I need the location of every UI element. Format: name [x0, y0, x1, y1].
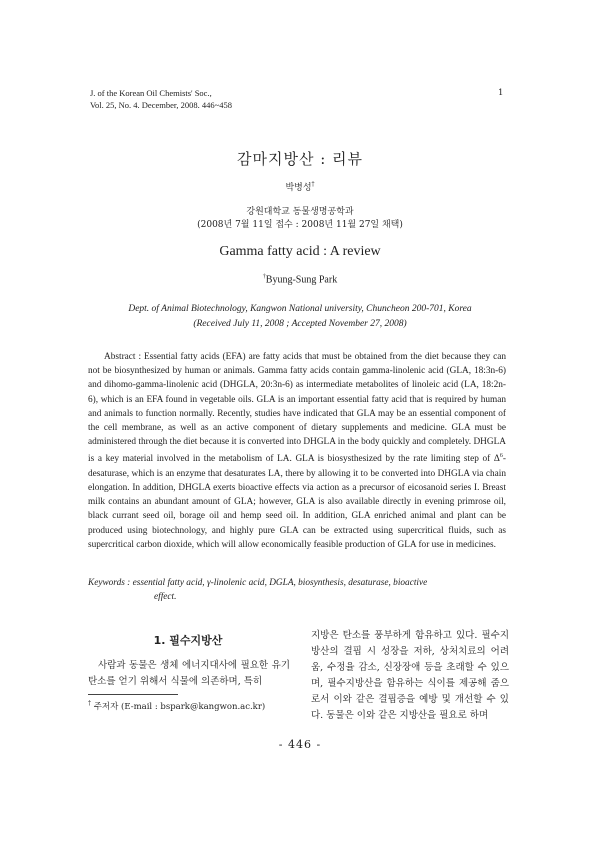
journal-name: J. of the Korean Oil Chemists' Soc., — [90, 88, 212, 98]
footnote — [88, 700, 265, 712]
author-english-line — [0, 274, 600, 285]
footnote-text: 주저자 (E-mail : bspark@kangwon.ac.kr) — [93, 702, 266, 712]
author-mark: † — [311, 181, 315, 188]
keywords-line-1 — [88, 576, 506, 590]
delta-superscript: 6 — [499, 453, 503, 460]
paper-title-english: Gamma fatty acid : A review — [219, 244, 381, 259]
author-korean: 박병성 — [285, 183, 312, 193]
author-korean-line — [0, 178, 600, 195]
author-english: Byung-Sung Park — [265, 274, 338, 286]
affiliation-korean: 강원대학교 동물생명공학과 — [246, 207, 354, 217]
keywords-list: essential fatty acid, γ-linolenic acid, DGLA, biosynthesis, desaturase, bioactive — [132, 578, 428, 588]
keywords-sep: : — [124, 578, 133, 588]
abstract — [88, 350, 506, 552]
abstract-text-1: Essential fatty acids (EFA) are fatty acids that must be obtained from the diet because they can not be biosynthesized by human or animals. Gamma fatty acids contain gamma-linolenic acid (GLA, 18:3n-6) and dihomo-gamma-linolenic acid (DHGLA, 20:3n-6) as intermediate metabolites of linoleic acid (LA, 18:2n-6), which is an EFA found in vegetable oils. GLA is an important essential fatty acid that is required by human and animals to function normally. Recently, studies have indicated that GLA may be an essential component of the cell membrane, as well as an active component of dietary supplements and medicine. GLA must be administered through the diet because it is converted into DHGLA in the body quickly and completely. DHGLA is a key material involved in the metabolism of LA. GLA is biosysthesized by the rate limiting step of — [88, 352, 507, 465]
abstract-text-2: -desaturase, which is an enzyme that desaturates LA, there by allowing it to be converted into DHGLA via chain elongation. In addition, DHGLA exerts bioactive effects via action as a precursor of eicosanoid series I. Breast milk contains an abundant amount of GLA; however, GLA is also available directly in evening primrose oil, black currant seed oil, borage oil and hemp seed oil. In addition, GLA enriched animal and plant can be produced using biotechnology, and highly pure GLA can be extracted using supercritical fluids, such as supercritical carbon dioxide, which will allow economically feasible production of GLA for use in medicines. — [88, 454, 506, 550]
keywords-line-2: effect. — [154, 592, 177, 602]
dates-korean: (2008년 7월 11일 접수 : 2008년 11월 27일 채택) — [197, 220, 403, 230]
section-heading: 1. 필수지방산 — [153, 634, 223, 647]
journal-header — [90, 87, 232, 111]
delta-symbol: Δ — [493, 454, 500, 465]
left-column-text: 사람과 동물은 생체 에너지대사에 필요한 유기탄소를 얻기 위해서 식물에 의존하며, 특히 — [88, 660, 290, 687]
keywords — [88, 576, 506, 604]
author-english-mark: † — [262, 274, 266, 280]
page-marker: 1 — [498, 88, 504, 98]
right-column-text: 지방은 탄소를 풍부하게 함유하고 있다. 필수지방산의 결핍 시 성장을 저하, 상처치료의 어려움, 수정율 감소, 신장장애 등을 초래할 수 있으며, 필수지방산을 함유하는 식이를 제공해 줌으로서 이와 같은 결핍증을 예방 및 개선할 수 있다. 동물은 이와 같은 지방산을 필요로 하며 — [311, 630, 509, 721]
keywords-label: Keywords — [88, 578, 125, 588]
footnote-mark: † — [88, 700, 91, 708]
abstract-sep: : — [135, 352, 144, 362]
journal-volume: Vol. 25, No. 4. December, 2008. 446~458 — [90, 100, 232, 110]
footnote-rule — [88, 694, 178, 695]
affiliation-english: Dept. of Animal Biotechnology, Kangwon National university, Chuncheon 200-701, Korea — [128, 304, 472, 314]
abstract-label: Abstract — [104, 352, 136, 362]
page-number: - 446 - — [278, 738, 322, 751]
paper-title-korean: 감마지방산 : 리뷰 — [236, 150, 364, 168]
dates-english: (Received July 11, 2008 ; Accepted November 27, 2008) — [193, 319, 407, 329]
